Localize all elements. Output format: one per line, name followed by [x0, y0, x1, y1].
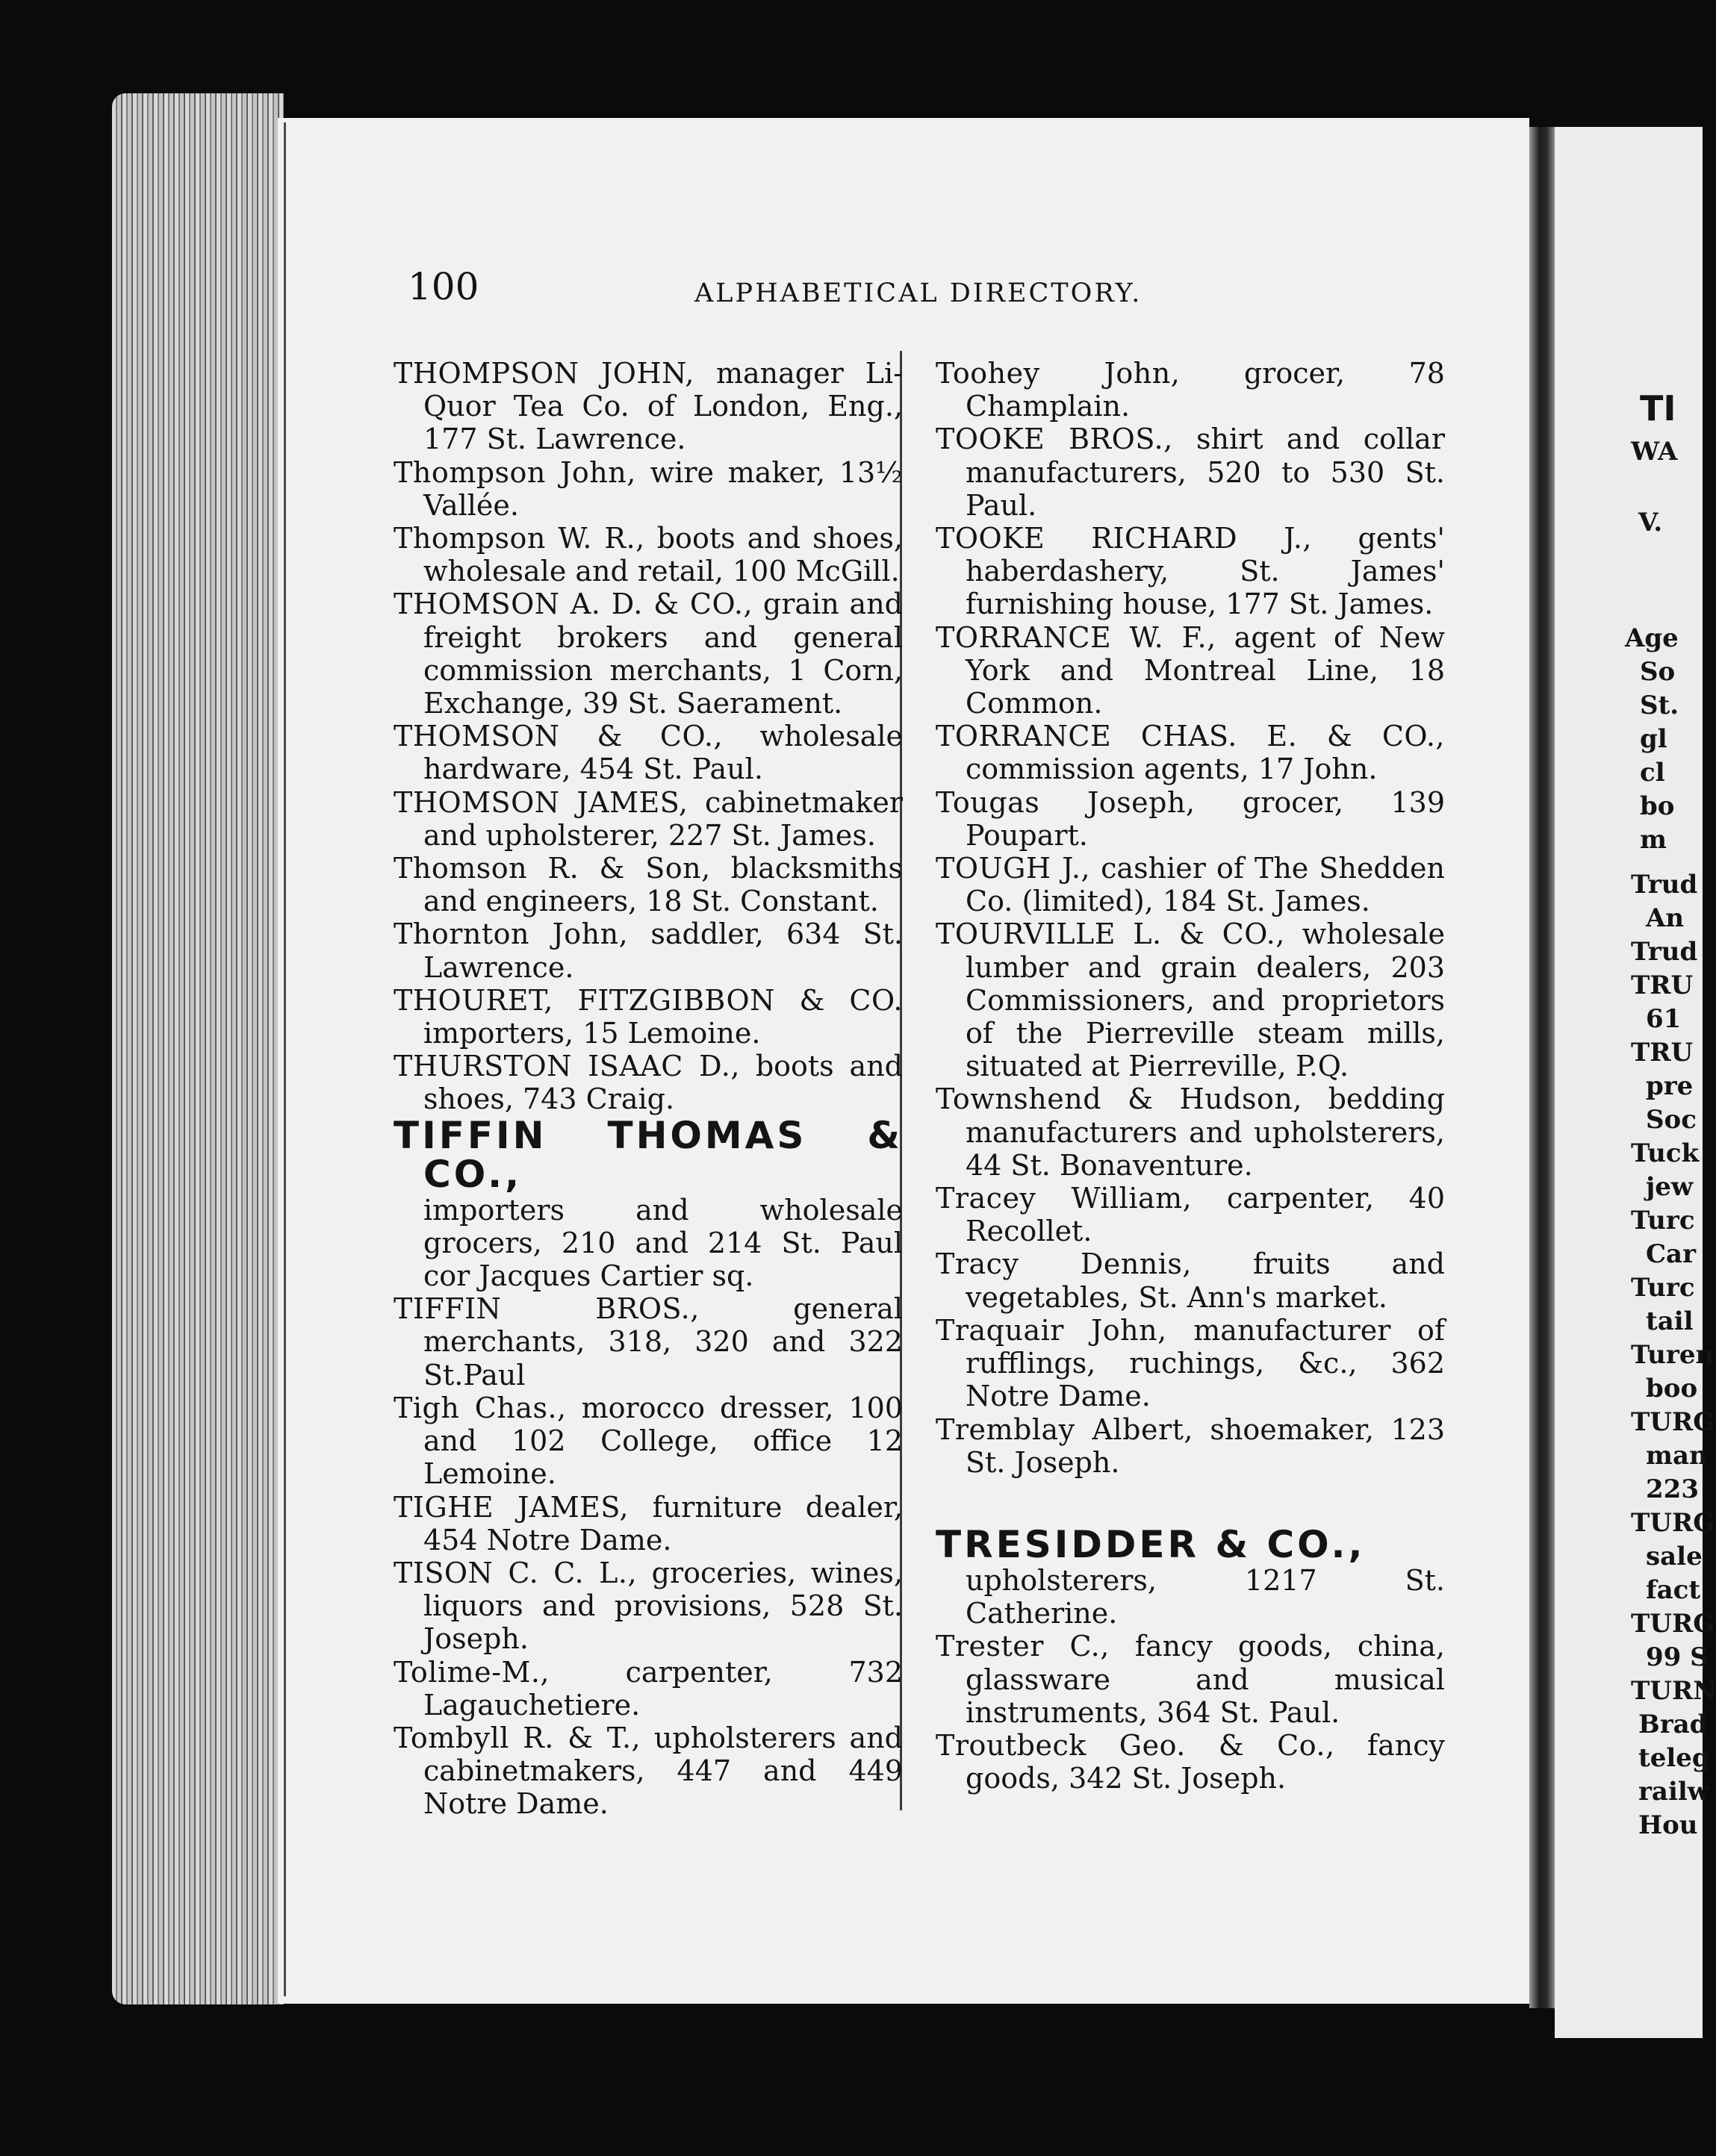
- directory-entry: [936, 1247, 1445, 1313]
- entry-name: Tracy Dennis,: [936, 1247, 1193, 1281]
- facing-page-fragment: 99 S: [1646, 1642, 1709, 1672]
- entry-text: wire maker, 13½ Vallée.: [423, 455, 904, 522]
- directory-entry: [394, 1491, 903, 1557]
- entry-text: agent of New York and Montreal Line, 18 Common.: [966, 620, 1445, 720]
- directory-entry: [394, 588, 903, 720]
- facing-page-fragment: boo: [1646, 1374, 1698, 1403]
- directory-entry: [936, 720, 1445, 785]
- entry-text: wholesale hardware, 454 St. Paul.: [423, 720, 903, 786]
- directory-entry: [936, 1413, 1445, 1479]
- directory-entry: [936, 1182, 1445, 1247]
- directory-entry: [394, 1050, 903, 1115]
- facing-page-fragment: teleg: [1638, 1743, 1710, 1773]
- left-column: [394, 357, 903, 1821]
- entry-name: TISON C. C. L.,: [394, 1556, 638, 1589]
- directory-entry: [936, 1729, 1445, 1795]
- entry-name: Thompson John,: [394, 455, 636, 489]
- entry-name: Thompson W. R.,: [394, 522, 645, 555]
- entry-text: blacksmiths and engineers, 18 St. Constant.: [423, 852, 903, 918]
- entry-text: bedding manufacturers and upholsterers, 44 St. Bonaventure.: [966, 1082, 1446, 1182]
- entry-text: upholsterers and cabinetmakers, 447 and 449 Notre Dame.: [423, 1721, 904, 1821]
- entry-name: THOMSON A. D. & CO.,: [394, 588, 753, 621]
- book-gutter: [1529, 127, 1555, 2008]
- entry-name: Troutbeck Geo. & Co.,: [936, 1728, 1335, 1762]
- facing-page-fragment: St.: [1640, 691, 1679, 720]
- page-border: [284, 122, 286, 1996]
- running-title: ALPHABETICAL DIRECTORY.: [694, 278, 1143, 308]
- facing-page-fragment: Tuck: [1631, 1138, 1700, 1168]
- entry-text: groceries, wines, liquors and provisions, 528 St. Joseph.: [423, 1556, 903, 1656]
- entry-name: THOMPSON JOHN,: [394, 357, 694, 390]
- entry-name: Thomson R. & Son,: [394, 852, 711, 885]
- entry-text: grocer, 78 Champlain.: [966, 357, 1445, 423]
- entry-text: wholesale lumber and grain dealers, 203 Commissioners, and proprietors of the Pierreville steam mills, situated at Pierreville, P.Q.: [966, 917, 1445, 1083]
- entry-name: Thornton John,: [394, 917, 629, 951]
- entry-name: TORRANCE W. F.,: [936, 620, 1216, 654]
- facing-page-fragment: fact: [1646, 1575, 1701, 1605]
- entry-name: THOMSON & CO.,: [394, 720, 724, 753]
- facing-page-fragment: An: [1646, 903, 1685, 933]
- entry-name: THOMSON JAMES,: [394, 785, 688, 819]
- page-number: 100: [408, 265, 479, 308]
- facing-page-fragment: Brad: [1638, 1710, 1708, 1739]
- facing-page-fragment: tail: [1646, 1306, 1694, 1336]
- entry-name: TOURVILLE L. & CO.,: [936, 917, 1285, 951]
- entry-name: Toohey John,: [936, 357, 1181, 390]
- facing-page-fragment: V.: [1638, 508, 1663, 538]
- entry-name: TIFFIN BROS.,: [394, 1292, 700, 1326]
- entry-text: saddler, 634 St. Lawrence.: [423, 917, 903, 984]
- directory-entry: [936, 786, 1445, 852]
- facing-page-fragment: 223: [1646, 1474, 1699, 1504]
- facing-page-fragment: railw: [1638, 1777, 1710, 1807]
- entry-text: carpenter, 732 Lagauchetiere.: [423, 1655, 903, 1722]
- facing-page-fragment: 61: [1646, 1004, 1682, 1034]
- featured-entry-name: TIFFIN THOMAS & CO.,: [394, 1113, 903, 1196]
- facing-page: [1555, 127, 1716, 2038]
- entry-text: boots and shoes, 743 Craig.: [423, 1050, 903, 1116]
- directory-entry: [936, 917, 1445, 1082]
- entry-text: gents' haberdashery, St. James' furnishing house, 177 St. James.: [966, 522, 1445, 621]
- directory-entry: [936, 423, 1445, 522]
- directory-entry: [394, 456, 903, 522]
- entry-name: TOOKE RICHARD J.,: [936, 522, 1313, 555]
- entry-text: morocco dresser, 100 and 102 College, office 12 Lemoine.: [423, 1391, 904, 1491]
- entry-text: commission agents, 17 John.: [966, 753, 1378, 786]
- featured-entry-name: TRESIDDER & CO.,: [936, 1522, 1366, 1566]
- featured-entry-text: importers and wholesale grocers, 210 and 214 St. Paul cor Jacques Cartier sq.: [423, 1193, 903, 1293]
- entry-text: fancy goods, 342 St. Joseph.: [966, 1728, 1445, 1795]
- directory-entry: [936, 1082, 1445, 1182]
- entry-text: grain and freight brokers and general commission merchants, 1 Corn, Exchange, 39 St. Saerament.: [423, 588, 903, 720]
- facing-page-fragment: TURG: [1631, 1407, 1715, 1437]
- facing-page-fragment: man: [1646, 1441, 1708, 1471]
- directory-entry: [394, 1557, 903, 1656]
- directory-entry: [936, 522, 1445, 621]
- directory-entry: [394, 1656, 903, 1722]
- directory-entry: [936, 621, 1445, 720]
- directory-entry: [936, 1314, 1445, 1413]
- entry-text: grocer, 139 Poupart.: [966, 785, 1445, 852]
- facing-page-fragment: Trud: [1631, 937, 1698, 967]
- entry-name: Trester C.,: [936, 1630, 1110, 1663]
- facing-page-fragment: bo: [1640, 791, 1675, 821]
- entry-name: Tougas Joseph,: [936, 785, 1196, 819]
- facing-page-fragment: TI: [1640, 388, 1676, 429]
- facing-page-fragment: pre: [1646, 1071, 1694, 1101]
- entry-text: general merchants, 318, 320 and 322 St.Paul: [423, 1292, 903, 1392]
- facing-page-fragment: Car: [1646, 1239, 1697, 1269]
- entry-text: shirt and collar manufacturers, 520 to 530 St. Paul.: [966, 423, 1445, 522]
- directory-entry: [394, 984, 903, 1050]
- entry-text: carpenter, 40 Recollet.: [966, 1182, 1445, 1248]
- directory-entry: [936, 852, 1445, 917]
- entry-text: cashier of The Shedden Co. (limited), 184 St. James.: [966, 852, 1445, 918]
- entry-name: TOOKE BROS.,: [936, 423, 1173, 456]
- entry-name: THURSTON ISAAC D.,: [394, 1050, 740, 1083]
- directory-entry: [394, 786, 903, 852]
- facing-page-fragment: Turc: [1631, 1273, 1695, 1303]
- facing-page-fragment: TURG: [1631, 1609, 1715, 1639]
- featured-entry: [936, 1522, 1445, 1630]
- facing-page-fragment: Soc: [1646, 1105, 1697, 1135]
- entry-text: shoemaker, 123 St. Joseph.: [966, 1412, 1445, 1479]
- page-header: [408, 265, 1513, 317]
- facing-page-fragment: Trud: [1631, 870, 1698, 900]
- directory-entry: [936, 1630, 1445, 1729]
- entry-text: cabinetmaker and upholsterer, 227 St. James.: [423, 785, 903, 852]
- page-edges: [112, 93, 284, 2004]
- entry-name: Tracey William,: [936, 1182, 1193, 1215]
- directory-entry: [394, 917, 903, 983]
- facing-page-fragment: sale: [1646, 1542, 1703, 1571]
- entry-name: Traquair John,: [936, 1313, 1167, 1347]
- featured-entry-text: upholsterers, 1217 St. Catherine.: [966, 1563, 1445, 1630]
- directory-entry: [394, 1722, 903, 1821]
- entry-text: importers, 15 Lemoine.: [423, 1017, 761, 1050]
- directory-entry: [394, 720, 903, 785]
- facing-page-fragment: Turen: [1631, 1340, 1715, 1370]
- facing-page-fragment: WA: [1631, 437, 1678, 467]
- facing-page-fragment: gl: [1640, 724, 1667, 754]
- entry-text: fancy goods, china, glassware and musical instruments, 364 St. Paul.: [966, 1630, 1445, 1729]
- directory-entry: [394, 1392, 903, 1491]
- directory-entry: [394, 852, 903, 917]
- entry-name: Tolime-M.,: [394, 1655, 550, 1689]
- entry-text: fruits and vegetables, St. Ann's market.: [966, 1247, 1445, 1314]
- directory-entry: [394, 1292, 903, 1392]
- facing-page-fragment: cl: [1640, 758, 1665, 788]
- entry-text: manufacturer of rufflings, ruchings, &c., 362 Notre Dame.: [966, 1313, 1445, 1413]
- entry-text: boots and shoes, wholesale and retail, 100 McGill.: [423, 522, 903, 588]
- entry-name: TORRANCE CHAS. E. & CO.,: [936, 720, 1445, 753]
- directory-entry: [394, 357, 903, 456]
- entry-name: TIGHE JAMES,: [394, 1490, 629, 1524]
- facing-page-fragment: TRU: [1631, 1038, 1694, 1068]
- facing-page-fragment: So: [1640, 657, 1676, 687]
- facing-page-fragment: jew: [1646, 1172, 1694, 1202]
- right-column: [936, 357, 1445, 1795]
- facing-page-fragment: TURN: [1631, 1676, 1716, 1706]
- facing-page-fragment: TRU: [1631, 970, 1694, 1000]
- entry-name: Tremblay Albert,: [936, 1412, 1193, 1446]
- entry-name: TOUGH J.,: [936, 852, 1091, 885]
- facing-page-fragment: Turc: [1631, 1206, 1695, 1236]
- featured-entry: [394, 1113, 903, 1293]
- entry-name: Tombyll R. & T.,: [394, 1721, 641, 1754]
- directory-entry: [936, 357, 1445, 423]
- entry-name: THOURET, FITZGIBBON & CO.: [394, 983, 903, 1017]
- facing-page-fragment: TURG: [1631, 1508, 1715, 1538]
- directory-entry: [394, 522, 903, 588]
- entry-text: furniture dealer, 454 Notre Dame.: [423, 1490, 903, 1557]
- facing-page-fragment: Age: [1625, 623, 1679, 653]
- entry-name: Townshend & Hudson,: [936, 1082, 1302, 1116]
- entry-name: Tigh Chas.,: [394, 1391, 567, 1424]
- facing-page-fragment: m: [1640, 825, 1667, 855]
- facing-page-fragment: Hou: [1638, 1810, 1698, 1840]
- entry-text: manager Li-Quor Tea Co. of London, Eng., 177 St. Lawrence.: [423, 357, 903, 456]
